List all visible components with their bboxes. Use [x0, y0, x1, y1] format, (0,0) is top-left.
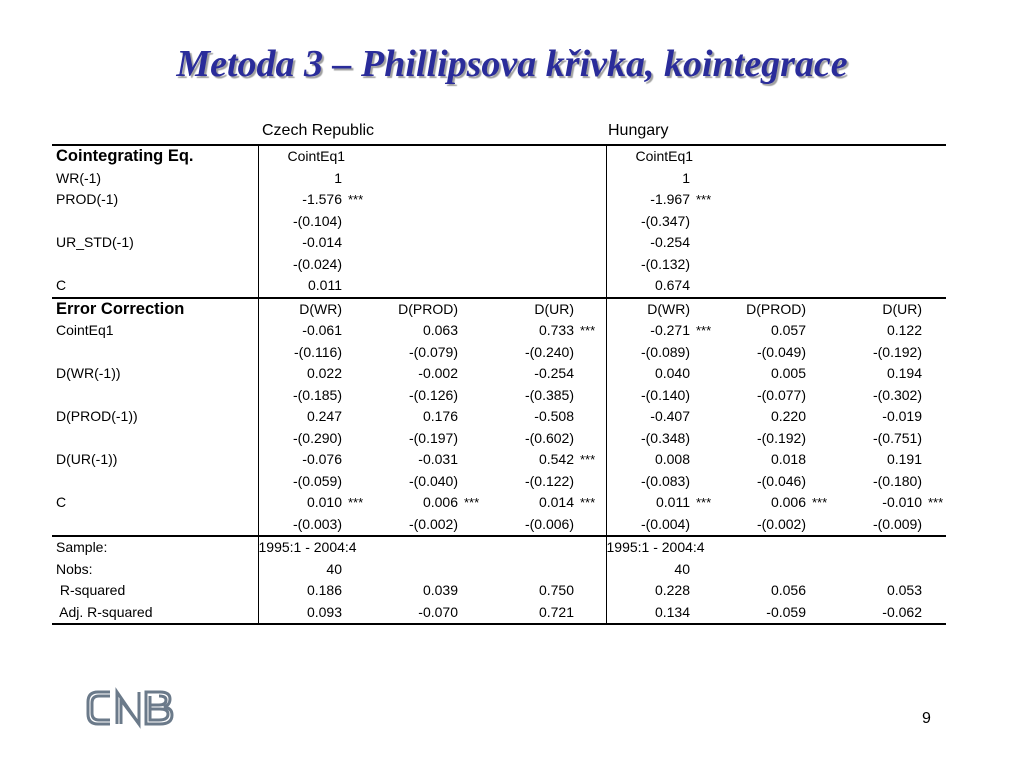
value-czech: 0.011 — [308, 277, 342, 293]
table-row — [52, 536, 946, 559]
significance — [458, 406, 490, 428]
section-title-error-correction: Error Correction — [52, 298, 258, 321]
spacer — [722, 275, 946, 298]
significance — [458, 514, 490, 537]
significance — [342, 514, 374, 537]
value: -0.061 — [302, 322, 342, 338]
value: -0.254 — [534, 365, 574, 381]
spacer — [374, 275, 606, 298]
value: -(0.003) — [292, 515, 342, 532]
value: -(0.049) — [756, 343, 806, 360]
value: 0.006 — [770, 494, 806, 510]
significance-hungary — [690, 254, 722, 276]
significance — [342, 428, 374, 450]
value: -0.407 — [650, 408, 690, 424]
significance — [458, 385, 490, 407]
table-body — [52, 145, 946, 624]
value: 0.194 — [886, 365, 922, 381]
value: -(0.089) — [640, 343, 690, 360]
section-title-cointegrating: Cointegrating Eq. — [52, 145, 258, 168]
spacer — [374, 145, 606, 168]
significance — [690, 385, 722, 407]
value: -0.271 — [650, 322, 690, 338]
significance — [690, 342, 722, 364]
value-czech: -(0.024) — [292, 255, 342, 272]
header-hungary: Hungary — [608, 122, 669, 139]
significance — [458, 363, 490, 385]
table-row — [52, 320, 946, 342]
value: 0.191 — [886, 451, 922, 467]
table-row — [52, 428, 946, 450]
significance — [574, 471, 606, 493]
significance — [806, 471, 838, 493]
significance — [574, 514, 606, 537]
value: -(0.122) — [524, 472, 574, 489]
value: 0.176 — [422, 408, 458, 424]
page-number: 9 — [922, 710, 931, 727]
value: -(0.009) — [872, 515, 922, 532]
significance — [458, 471, 490, 493]
value: 0.733 — [538, 322, 574, 338]
value: 0.014 — [538, 494, 574, 510]
value: 0.022 — [306, 365, 342, 381]
significance — [690, 514, 722, 537]
significance — [574, 342, 606, 364]
significance: *** — [928, 495, 944, 510]
value: 0.039 — [422, 582, 458, 598]
spacer — [722, 168, 946, 190]
table-row — [52, 580, 946, 602]
cnb-logo — [84, 686, 176, 730]
significance — [806, 514, 838, 537]
value: 0.010 — [306, 494, 342, 510]
significance — [922, 514, 946, 537]
value-hungary: -(0.132) — [640, 255, 690, 272]
significance — [922, 449, 946, 471]
row-label: PROD(-1) — [52, 189, 258, 211]
value: -(0.077) — [756, 386, 806, 403]
results-table — [52, 144, 946, 625]
value: -0.059 — [722, 602, 806, 625]
value: 0.056 — [770, 582, 806, 598]
significance — [574, 428, 606, 450]
table-row — [52, 602, 946, 625]
value: 0.008 — [654, 451, 690, 467]
value: -0.010 — [882, 494, 922, 510]
table-row — [52, 168, 946, 190]
value-czech: -0.014 — [302, 234, 342, 250]
value: -(0.348) — [640, 429, 690, 446]
value: -0.508 — [534, 408, 574, 424]
row-label: D(UR(-1)) — [52, 449, 258, 471]
significance — [458, 342, 490, 364]
value: -(0.185) — [292, 386, 342, 403]
row-label — [52, 428, 258, 450]
value: -(0.126) — [408, 386, 458, 403]
significance — [806, 428, 838, 450]
value-hungary: -0.254 — [650, 234, 690, 250]
significance — [342, 342, 374, 364]
row-label: C — [52, 492, 258, 514]
col-header: D(UR) — [490, 298, 574, 321]
row-label: C — [52, 275, 258, 298]
spacer — [722, 211, 946, 233]
significance — [690, 449, 722, 471]
spacer — [458, 602, 490, 625]
significance — [806, 406, 838, 428]
value: -0.062 — [838, 602, 922, 625]
value: -(0.140) — [640, 386, 690, 403]
table-row — [52, 449, 946, 471]
value: -(0.751) — [872, 429, 922, 446]
value: -(0.083) — [640, 472, 690, 489]
table-row — [52, 363, 946, 385]
table-row — [52, 189, 946, 211]
significance — [922, 406, 946, 428]
significance — [574, 385, 606, 407]
row-label: R-squared — [52, 580, 258, 602]
row-label — [52, 514, 258, 537]
results-table-wrap — [52, 120, 946, 625]
significance — [922, 428, 946, 450]
significance — [342, 320, 374, 342]
spacer — [690, 298, 722, 321]
table-row — [52, 406, 946, 428]
value: 0.220 — [770, 408, 806, 424]
value: -0.070 — [374, 602, 458, 625]
table-row — [52, 342, 946, 364]
value: 0.134 — [606, 602, 690, 625]
value: 0.093 — [258, 602, 342, 625]
significance-czech — [342, 211, 374, 233]
row-label — [52, 254, 258, 276]
spacer — [690, 559, 946, 581]
significance-czech — [342, 168, 374, 190]
significance: *** — [348, 495, 364, 510]
sample-label: Sample: — [52, 536, 258, 559]
significance: *** — [574, 449, 606, 471]
value: -(0.385) — [524, 386, 574, 403]
table-row — [52, 298, 946, 321]
significance — [458, 449, 490, 471]
value: 0.006 — [422, 494, 458, 510]
col-header: D(WR) — [606, 298, 690, 321]
spacer — [722, 189, 946, 211]
row-label: D(WR(-1)) — [52, 363, 258, 385]
value: -(0.290) — [292, 429, 342, 446]
spacer — [690, 580, 722, 602]
significance-hungary — [690, 168, 722, 190]
significance-czech: *** — [348, 192, 364, 207]
value: -0.002 — [418, 365, 458, 381]
table-row — [52, 471, 946, 493]
value-czech: -(0.104) — [292, 212, 342, 229]
slide-title: Metoda 3 – Phillipsova křivka, kointegrace — [176, 43, 848, 85]
value: -(0.192) — [872, 343, 922, 360]
value: 0.053 — [886, 582, 922, 598]
significance-hungary: *** — [696, 192, 712, 207]
significance — [806, 342, 838, 364]
table-row — [52, 559, 946, 581]
value: 0.122 — [886, 322, 922, 338]
value: -(0.046) — [756, 472, 806, 489]
nobs-label: Nobs: — [52, 559, 258, 581]
row-label: WR(-1) — [52, 168, 258, 190]
significance-hungary — [690, 275, 722, 298]
value: -(0.197) — [408, 429, 458, 446]
significance — [922, 385, 946, 407]
significance-czech — [342, 254, 374, 276]
value: -0.076 — [302, 451, 342, 467]
value-hungary: 0.674 — [654, 277, 690, 293]
value: -(0.180) — [872, 472, 922, 489]
nobs-hungary: 40 — [674, 560, 690, 577]
spacer — [458, 298, 490, 321]
value: -(0.240) — [524, 343, 574, 360]
header-czech: Czech Republic — [262, 122, 375, 139]
col-header: D(WR) — [258, 298, 342, 321]
spacer — [574, 602, 606, 625]
spacer — [806, 298, 838, 321]
table-row — [52, 492, 946, 514]
significance — [458, 320, 490, 342]
spacer — [342, 559, 606, 581]
significance — [922, 471, 946, 493]
nobs-czech: 40 — [326, 560, 342, 577]
significance — [342, 406, 374, 428]
significance — [458, 428, 490, 450]
significance — [922, 363, 946, 385]
spacer — [574, 298, 606, 321]
row-label: CointEq1 — [52, 320, 258, 342]
value-czech: 1 — [334, 169, 342, 186]
significance: *** — [574, 492, 606, 514]
col-header: D(PROD) — [722, 298, 806, 321]
value: -(0.002) — [756, 515, 806, 532]
spacer — [374, 168, 606, 190]
value: -(0.116) — [294, 343, 342, 360]
value: 0.228 — [654, 582, 690, 598]
spacer — [806, 602, 838, 625]
spacer — [342, 298, 374, 321]
significance — [922, 342, 946, 364]
table-row — [52, 211, 946, 233]
table-row — [52, 275, 946, 298]
spacer — [374, 211, 606, 233]
spacer — [458, 580, 490, 602]
significance-czech — [342, 275, 374, 298]
col-header: D(UR) — [838, 298, 922, 321]
row-label — [52, 385, 258, 407]
significance-hungary — [690, 232, 722, 254]
row-label: D(PROD(-1)) — [52, 406, 258, 428]
significance — [806, 320, 838, 342]
table-row — [52, 514, 946, 537]
significance — [806, 449, 838, 471]
spacer — [722, 254, 946, 276]
table-row — [52, 232, 946, 254]
spacer — [922, 298, 946, 321]
spacer — [922, 602, 946, 625]
significance — [342, 471, 374, 493]
value: -(0.079) — [408, 343, 458, 360]
value: 0.005 — [770, 365, 806, 381]
value: 0.063 — [422, 322, 458, 338]
value-hungary: 1 — [682, 169, 690, 186]
value: -(0.002) — [408, 515, 458, 532]
spacer — [374, 232, 606, 254]
spacer — [342, 580, 374, 602]
value: 0.721 — [490, 602, 574, 625]
spacer — [806, 580, 838, 602]
significance — [690, 428, 722, 450]
country-header — [52, 120, 946, 144]
value: 0.186 — [306, 582, 342, 598]
spacer — [722, 232, 946, 254]
value: -0.031 — [418, 451, 458, 467]
sample-czech: 1995:1 - 2004:4 — [258, 536, 606, 559]
row-label — [52, 471, 258, 493]
sample-hungary: 1995:1 - 2004:4 — [606, 536, 946, 559]
value-czech: -1.576 — [302, 191, 342, 207]
value: -(0.004) — [640, 515, 690, 532]
col-header-czech: CointEq1 — [258, 145, 374, 168]
significance — [806, 385, 838, 407]
value-hungary: -(0.347) — [640, 212, 690, 229]
value: 0.040 — [654, 365, 690, 381]
value: -(0.602) — [524, 429, 574, 446]
value: -(0.040) — [408, 472, 458, 489]
spacer — [922, 580, 946, 602]
significance: *** — [574, 320, 606, 342]
significance — [342, 449, 374, 471]
row-label: UR_STD(-1) — [52, 232, 258, 254]
significance — [574, 363, 606, 385]
significance — [574, 406, 606, 428]
table-row — [52, 385, 946, 407]
spacer — [342, 602, 374, 625]
significance: *** — [812, 495, 828, 510]
row-label: Adj. R-squared — [52, 602, 258, 625]
col-header: D(PROD) — [374, 298, 458, 321]
spacer — [574, 580, 606, 602]
significance-czech — [342, 232, 374, 254]
value: -0.019 — [882, 408, 922, 424]
significance: *** — [464, 495, 480, 510]
table-row — [52, 145, 946, 168]
spacer — [374, 254, 606, 276]
significance-hungary — [690, 211, 722, 233]
value: 0.011 — [656, 494, 690, 510]
spacer — [722, 145, 946, 168]
value: 0.018 — [770, 451, 806, 467]
significance: *** — [696, 323, 712, 338]
value: 0.057 — [770, 322, 806, 338]
value: 0.542 — [538, 451, 574, 467]
significance — [690, 363, 722, 385]
significance — [922, 320, 946, 342]
col-header-hungary: CointEq1 — [606, 145, 722, 168]
table-row — [52, 254, 946, 276]
row-label — [52, 211, 258, 233]
row-label — [52, 342, 258, 364]
significance — [806, 363, 838, 385]
significance: *** — [696, 495, 712, 510]
significance — [690, 471, 722, 493]
spacer — [690, 602, 722, 625]
value: 0.750 — [538, 582, 574, 598]
value: -(0.006) — [524, 515, 574, 532]
value: -(0.192) — [756, 429, 806, 446]
value: 0.247 — [306, 408, 342, 424]
spacer — [374, 189, 606, 211]
value-hungary: -1.967 — [650, 191, 690, 207]
significance — [342, 385, 374, 407]
value: -(0.302) — [872, 386, 922, 403]
significance — [690, 406, 722, 428]
value: -(0.059) — [292, 472, 342, 489]
significance — [342, 363, 374, 385]
